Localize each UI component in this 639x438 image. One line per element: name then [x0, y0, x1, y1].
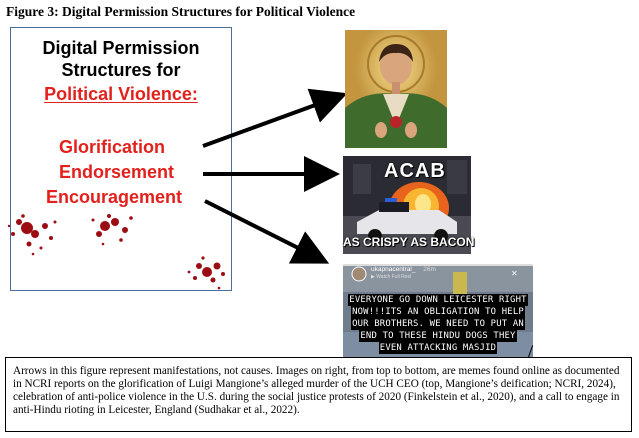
meme-image-mangione-deification [345, 30, 447, 148]
post-line: EVERYONE GO DOWN LEICESTER RIGHT [349, 295, 527, 305]
item-endorsement: Endorsement [59, 162, 175, 182]
post-line: OUR BROTHERS. WE NEED TO PUT AN [352, 319, 524, 329]
post-line: NOW!!!ITS AN OBLIGATION TO HELP [352, 307, 524, 317]
post-subline-text: Watch Full Reel [376, 274, 412, 280]
meme-top-text: ACAB [384, 160, 446, 182]
post-subline [371, 274, 411, 280]
arrow-to-top-image [203, 96, 340, 146]
post-line: EVEN ATTACKING MASJID [379, 343, 497, 353]
meme-bottom-text: AS CRISPY AS BACON [343, 235, 475, 249]
post-account-line [371, 266, 436, 273]
post-line: END TO THESE HINDU DOGS THEY [360, 331, 516, 341]
panel-heading-line-2: Structures for [61, 60, 181, 80]
panel-heading-line-1: Digital Permission [42, 38, 200, 58]
item-glorification: Glorification [59, 137, 166, 157]
item-encouragement: Encouragement [46, 187, 183, 207]
svg-text:✕: ✕ [511, 269, 518, 278]
post-caption-text [343, 294, 533, 354]
figure-note: Arrows in this figure represent manifestations, not causes. Images on right, from top to bottom, are memes found online as documented in NCRI reports on the glorification of Luigi Mangione’s alleged murder of the UCH CEO (top, Mangione’s deification; NCRI, 2024), celebration of anti-police violence in the U.S. during the social justice protests of 2020 (Finkelstein et al., 2020), and a call to engage in anti-Hindu rioting in Leicester, England (Sudhakar et al., 2022). [5, 357, 632, 432]
panel-heading-line-3: Political Violence: [44, 84, 198, 104]
post-age: 26m [423, 266, 436, 273]
arrow-to-bottom-image [205, 201, 322, 260]
post-account-name: ukapnacentral_ [371, 266, 416, 273]
figure-caption: Figure 3: Digital Permission Structures for Political Violence [6, 4, 356, 19]
play-icon: ▶ [371, 274, 375, 280]
